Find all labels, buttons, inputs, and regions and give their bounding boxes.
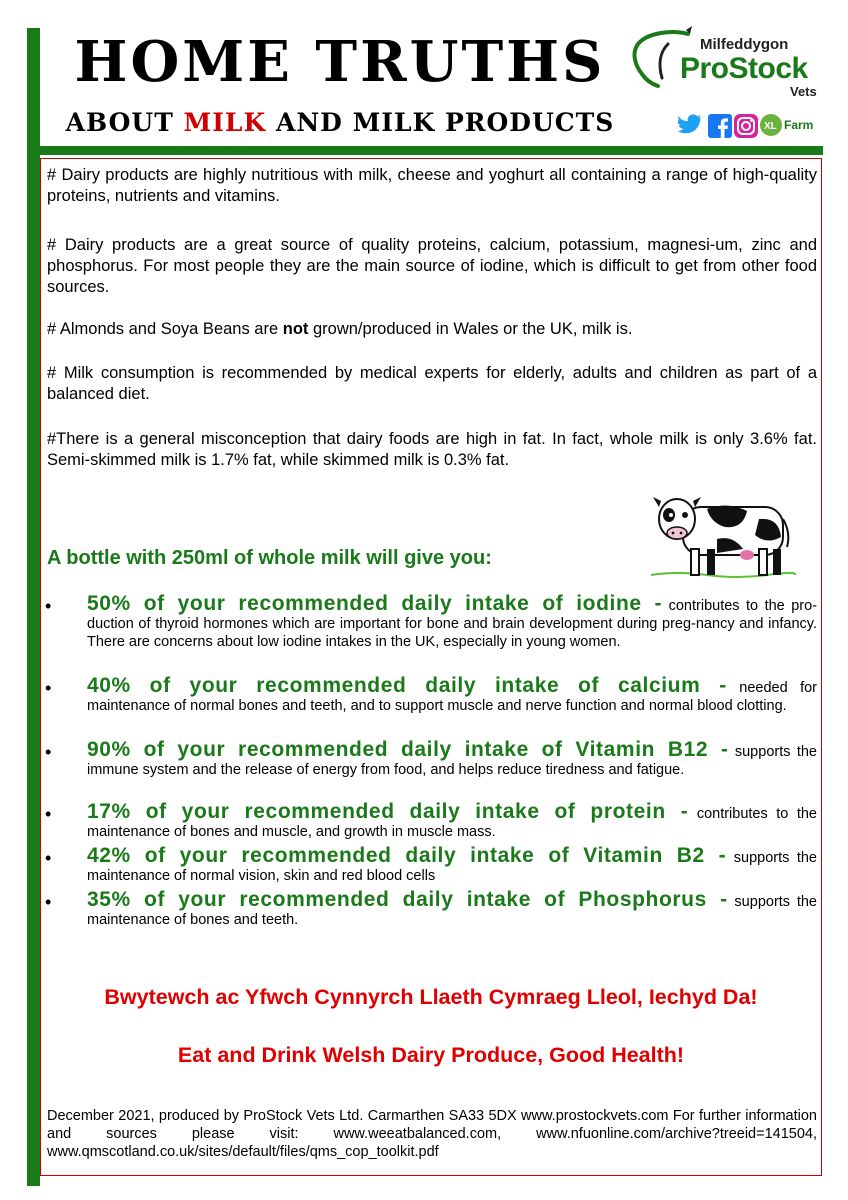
page-title: HOME TRUTHS xyxy=(74,29,606,95)
paragraph-fat: #There is a general misconception that dairy foods are high in fat. In fact, whole milk is only 3.6% fat. Semi-skimmed milk is 1.7% fat, while skimmed milk is 0.3% fat. xyxy=(47,430,817,469)
logo-bottom-line: Vets xyxy=(790,84,817,99)
almonds-post: grown/produced in Wales or the UK, milk is. xyxy=(308,320,633,338)
subtitle-highlight: MILK xyxy=(183,108,267,137)
subtitle-pre: ABOUT xyxy=(65,108,184,137)
facebook-icon[interactable] xyxy=(708,114,732,138)
bullet-head: 17% of your recommended daily intake of protein - xyxy=(87,800,689,823)
bullet-text xyxy=(87,674,817,715)
xl-vets-icon[interactable] xyxy=(760,114,782,136)
bullet-text xyxy=(87,800,817,841)
paragraph-source: # Dairy products are a great source of quality proteins, calcium, potassium, magnesi-um, zinc and phosphorus. For most people they are the main source of iodine, which is difficult to get from other food sources. xyxy=(47,236,817,296)
bullet-body: supports the immune system and the release of energy from food, and helps reduce tiredness and fatigue. xyxy=(87,744,817,778)
paragraph-consumption: # Milk consumption is recommended by medical experts for elderly, adults and children as part of a balanced diet. xyxy=(47,364,817,403)
header-divider xyxy=(27,146,823,155)
page-subtitle xyxy=(60,106,620,140)
prostock-logo xyxy=(628,24,824,99)
logo-main-text: ProStock xyxy=(680,52,808,85)
content-box xyxy=(40,158,822,1176)
cow-illustration xyxy=(647,489,797,581)
bullet-head: 90% of your recommended daily intake of Vitamin B12 - xyxy=(87,738,729,761)
bullet-body: contributes to the pro-duction of thyroid hormones which are important for bone and brain development during preg-nancy and infancy. There are concerns about low iodine intakes in the UK, especially in young women. xyxy=(87,598,817,650)
paragraph-almonds xyxy=(47,319,817,340)
bullet-head: 42% of your recommended daily intake of Vitamin B2 - xyxy=(87,844,727,867)
bullet-text xyxy=(87,738,817,779)
social-icons xyxy=(678,112,828,138)
bottle-heading: A bottle with 250ml of whole milk will give you: xyxy=(47,547,492,569)
bullet-dot-icon: • xyxy=(45,596,52,616)
xl-farm-label: Farm xyxy=(784,118,814,132)
bullet-text xyxy=(87,888,817,929)
logo-top-line: Milfeddygon xyxy=(700,36,789,53)
bullet-dot-icon: • xyxy=(45,804,52,824)
left-accent-bar xyxy=(27,28,40,1186)
bullet-body: supports the maintenance of normal vision, skin and red blood cells xyxy=(87,850,817,884)
footer-credits: December 2021, produced by ProStock Vets Ltd. Carmarthen SA33 5DX www.prostockvets.com For further information and sources please visit: www.weeatbalanced.com, www.nfuonline.com/archive?treeid=141504, www.qmscotland.co.uk/sites/default/files/qms_cop_toolkit.pdf xyxy=(47,1108,817,1160)
welsh-slogan: Bwytewch ac Yfwch Cynnyrch Llaeth Cymraeg Lleol, Iechyd Da! xyxy=(104,985,758,1009)
twitter-icon[interactable] xyxy=(678,114,702,136)
subtitle-post: AND MILK PRODUCTS xyxy=(266,108,615,137)
instagram-icon[interactable] xyxy=(734,114,758,138)
almonds-bold: not xyxy=(282,320,309,338)
bullet-dot-icon: • xyxy=(45,892,52,912)
bullet-text xyxy=(87,844,817,885)
almonds-pre: # Almonds and Soya Beans are xyxy=(47,320,283,338)
svg-text:XL: XL xyxy=(764,121,777,132)
bullet-head: 35% of your recommended daily intake of Phosphorus - xyxy=(87,888,728,911)
bullet-body: contributes to the maintenance of bones and muscle, and growth in muscle mass. xyxy=(87,806,817,840)
english-slogan: Eat and Drink Welsh Dairy Produce, Good Health! xyxy=(177,1043,685,1067)
bullet-dot-icon: • xyxy=(45,678,52,698)
bullet-dot-icon: • xyxy=(45,742,52,762)
bullet-body: supports the maintenance of bones and teeth. xyxy=(87,894,817,928)
paragraph-nutritious: # Dairy products are highly nutritious with milk, cheese and yoghurt all containing a range of high-quality proteins, nutrients and vitamins. xyxy=(47,166,817,205)
bullet-head: 40% of your recommended daily intake of calcium - xyxy=(87,674,727,697)
bullet-head: 50% of your recommended daily intake of iodine - xyxy=(87,592,663,615)
bullet-dot-icon: • xyxy=(45,848,52,868)
bullet-text xyxy=(87,592,817,651)
bullet-body: needed for maintenance of normal bones and teeth, and to support muscle and nerve function and normal blood clotting. xyxy=(87,680,817,714)
